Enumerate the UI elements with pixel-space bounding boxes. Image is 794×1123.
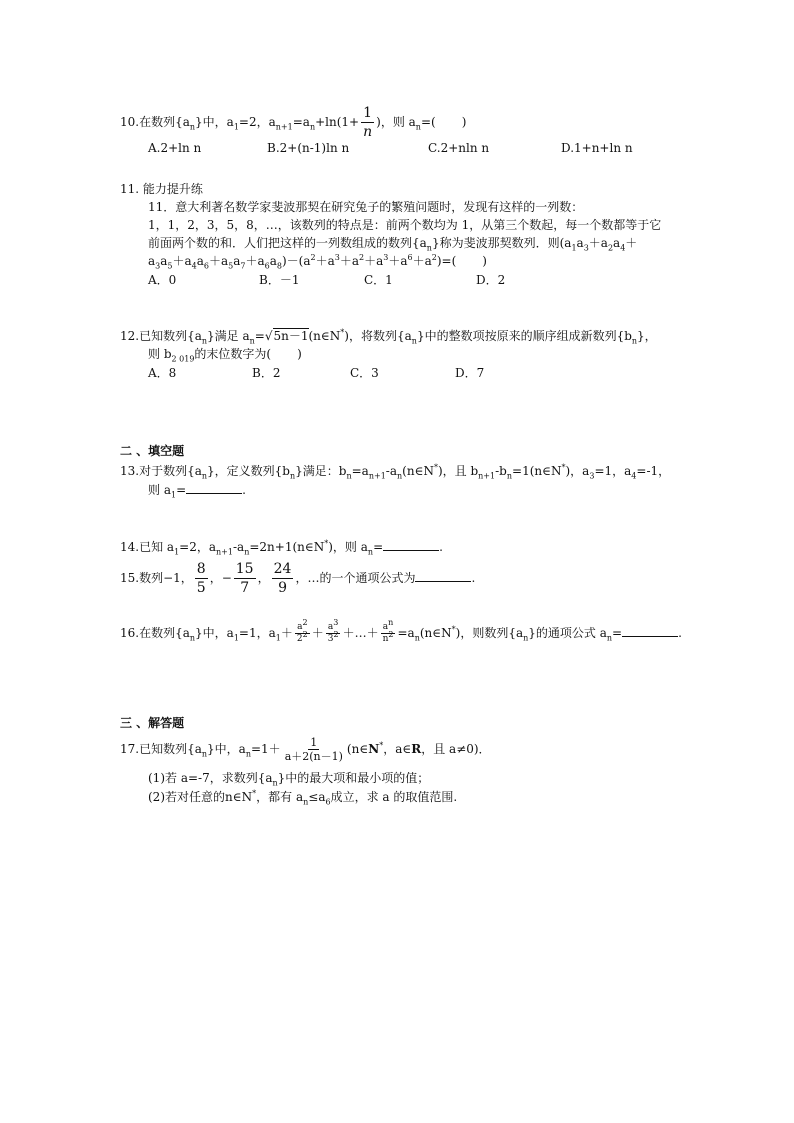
- q11-option-a: A．0: [148, 273, 177, 287]
- q11-line-4: $a_3a_5+a_4a_6+a_5a_7+a_6a_8)-(a^2+a^3+a^2+a^3+a^6+a^2)=$( ): [148, 253, 487, 271]
- q11-option-b: B．－1: [259, 273, 300, 287]
- q10-option-c: C.2+nln n: [428, 141, 490, 155]
- q17-part-1: (1)若 a=-7，求数列$\{a_n\}$中的最大项和最小项的值；: [148, 771, 430, 788]
- q12-option-d: D．7: [455, 366, 485, 380]
- q10-option-b: B.2+(n-1)ln n: [267, 141, 350, 155]
- question-10: [120, 104, 700, 141]
- q13-line-1: 13.对于数列$\{a_n\}$，定义数列$\{b_n\}$满足：$b_n=a_{n+1}-a_n(n\in N^*)$，且 $b_{n+1}-b_n=1(n\in N^*)$，$a_3=1$，$a_4=-1$，: [120, 463, 671, 481]
- q12-option-a: A．8: [148, 366, 177, 380]
- q12-line-1: 12.已知数列$\{a_n\}$满足 $a_n=√5n-1(n\in N^*)$，将数列$\{a_n\}$中的整数项按原来的顺序组成新数列$\{b_n\}$，: [120, 328, 657, 346]
- q16-answer-blank[interactable]: [622, 625, 678, 637]
- q16-line: 16.在数列$\{a_n\}$中，$a_1=1$，$a_1+$ $\frac{a^2}{2^2}$ ＋ $\frac{a^3}{3^2}$ ＋…＋ $\frac{a^n}{n^2}$ $=a_n(n\in N^*)$，则数列$\{a_n\}$的通项公式 $a_n=$ .: [120, 618, 682, 644]
- q11-line-1: 11．意大利著名数学家斐波那契在研究兔子的繁殖问题时，发现有这样的一列数：: [148, 200, 584, 214]
- q11-option-c: C．1: [364, 273, 393, 287]
- section-fill-in-heading: 二 、填空题: [120, 444, 185, 458]
- q11-line-2: 1，1，2，3，5，8，…，该数列的特点是：前两个数均为 1，从第三个数起，每一个数都等于它: [148, 218, 662, 232]
- fraction-15-7: $\frac{15}{7}$: [235, 561, 254, 596]
- fraction-1-over-n: $\frac{1}{n}$: [363, 105, 373, 140]
- fraction-8-5: $\frac{8}{5}$: [196, 561, 206, 596]
- q12-option-c: C．3: [350, 366, 379, 380]
- q14-line: 14.已知 $a_1=2$，$a_{n+1}-a_n=2n+1(n\in N^*)$，则 $a_n=$ .: [120, 539, 443, 557]
- q12-option-b: B．2: [252, 366, 281, 380]
- q12-line-2: 则 $b_{2 019}$的末位数字为( ): [148, 347, 302, 364]
- fraction-a2-over-2sq: $\frac{a^2}{2^2}$: [296, 618, 308, 644]
- q17-stem: 17.已知数列$\{a_n\}$中，$a_n=1+$ $\frac{1}{a+2(n-1)}$ (n∈N*，a∈R，且 a≠0)．: [120, 736, 491, 763]
- q13-answer-blank[interactable]: [186, 482, 242, 494]
- section-solution-heading: 三 、解答题: [120, 716, 185, 730]
- q13-line-2: 则 $a_1=$ .: [148, 483, 246, 500]
- q15-answer-blank[interactable]: [415, 570, 471, 582]
- q11-option-d: D．2: [476, 273, 506, 287]
- fraction-24-9: $\frac{24}{9}$: [273, 561, 292, 596]
- q11-line-3: 前面两个数的和．人们把这样的一列数组成的数列$\{a_n\}$称为斐波那契数列．则($a_1a_3+a_2a_4+$: [148, 236, 638, 253]
- q15-line: 15.数列−1， $\frac{8}{5}$ ，− $\frac{15}{7}$ ， $\frac{24}{9}$ ，…的一个通项公式为 .: [120, 561, 476, 596]
- q14-answer-blank[interactable]: [383, 539, 439, 551]
- fraction-q17: $\frac{1}{a+2(n-1)}$: [284, 736, 343, 763]
- q17-part-2: (2)若对任意的n∈N*，都有 $a_n\le a_6$成立，求 a 的取值范围.: [148, 789, 458, 807]
- q10-stem: 10.在数列$\{a_n\}$中，$a_1=2$，$a_{n+1}=a_n+\ln(1+$ $\frac{1}{n}$ )，则 $a_n=$( ): [120, 105, 467, 140]
- q11-heading: 11. 能力提升练: [120, 182, 203, 196]
- q10-option-d: D.1+n+ln n: [561, 141, 633, 155]
- q10-option-a: A.2+ln n: [148, 141, 202, 155]
- fraction-an-over-nsq: $\frac{a^n}{n^2}$: [382, 618, 394, 644]
- fraction-a3-over-3sq: $\frac{a^3}{3^2}$: [327, 618, 339, 644]
